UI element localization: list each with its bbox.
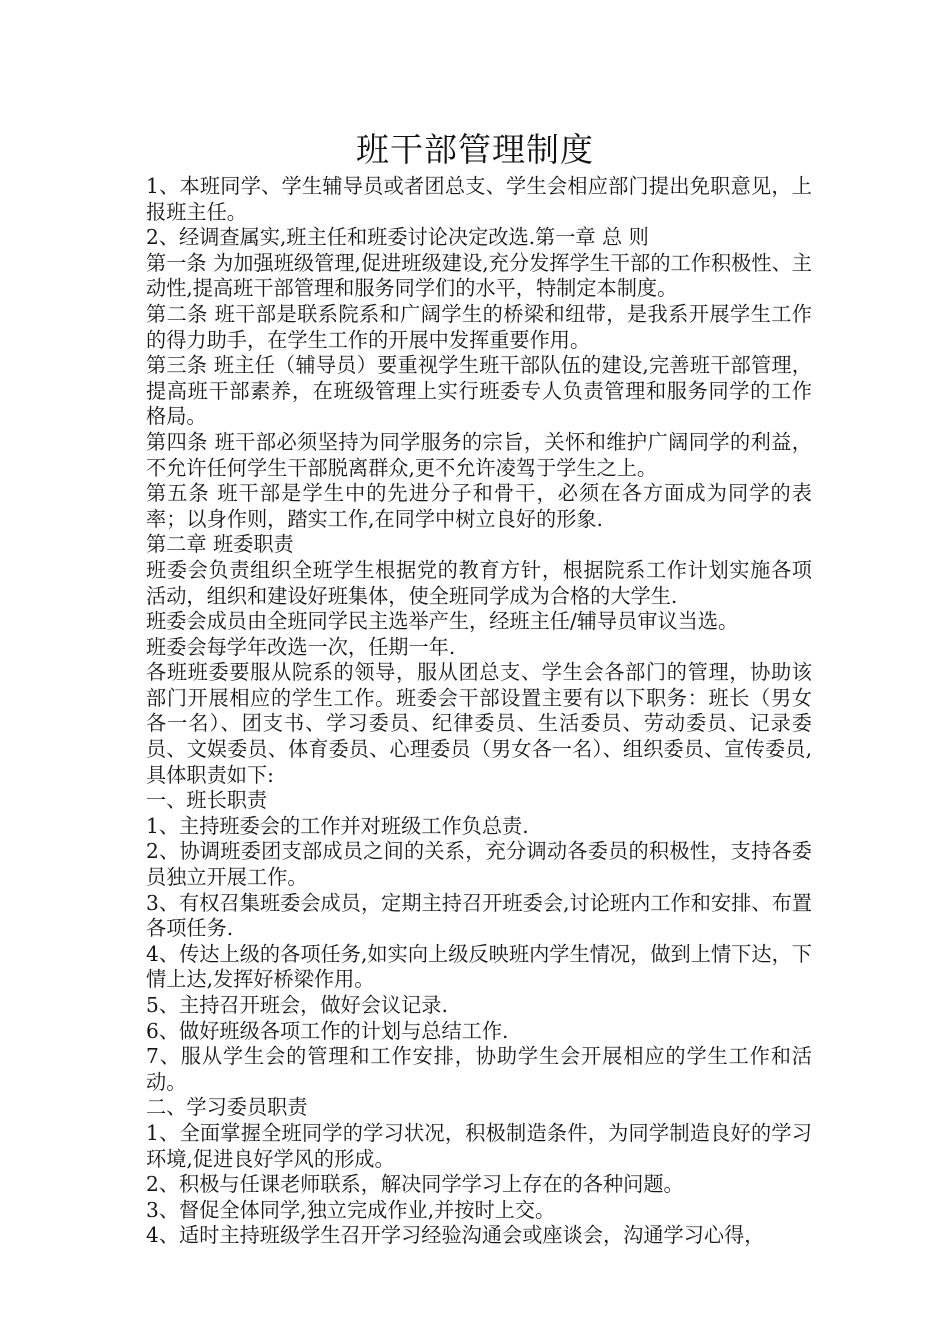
list-item: 5、主持召开班会，做好会议记录. — [146, 993, 448, 1017]
list-item: 3、有权召集班委会成员，定期主持召开班委会,讨论班内工作和安排、布置各项任务. — [146, 890, 812, 941]
paragraph: 第四条 班干部必须坚持为同学服务的宗旨，关怀和维护广阔同学的利益，不允许任何学生干部脱离群众,更不允许凌驾于学生之上。 — [146, 429, 812, 480]
list-item: 6、做好班级各项工作的计划与总结工作. — [146, 1018, 509, 1043]
paragraph: 班委会每学年改选一次，任期一年. — [146, 634, 456, 659]
document-title: 班干部管理制度 — [356, 130, 594, 169]
list-item: 3、督促全体同学,独立完成作业,并按时上交。 — [146, 1197, 556, 1222]
paragraph: 第五条 班干部是学生中的先进分子和骨干，必须在各方面成为同学的表率；以身作则，踏实工作,在同学中树立良好的形象. — [146, 481, 812, 531]
section-heading: 第二章 班委职责 — [146, 532, 294, 557]
paragraph: 班委会成员由全班同学民主选举产生，经班主任/辅导员审议当选。 — [146, 609, 739, 634]
paragraph: 第一条 为加强班级管理,促进班级建设,充分发挥学生干部的工作积极性、主动性,提高班干部管理和服务同学们的水平，特制定本制度。 — [146, 250, 812, 301]
section-heading: 一、班长职责 — [146, 788, 268, 813]
list-item: 1、主持班委会的工作并对班级工作负总责. — [146, 813, 529, 838]
paragraph: 第二条 班干部是联系院系和广阔学生的桥梁和纽带，是我系开展学生工作的得力助手，在学生工作的开展中发挥重要作用。 — [146, 301, 812, 352]
list-item: 2、积极与任课老师联系，解决同学学习上存在的各种问题。 — [146, 1172, 684, 1197]
paragraph: 第三条 班主任（辅导员）要重视学生班干部队伍的建设,完善班干部管理，提高班干部素养，在班级管理上实行班委专人负责管理和服务同学的工作格局。 — [146, 353, 812, 429]
section-heading: 二、学习委员职责 — [146, 1095, 308, 1120]
paragraph: 各班班委要服从院系的领导，服从团总支、学生会各部门的管理，协助该部门开展相应的学生工作。班委会干部设置主要有以下职务：班长（男女各一名）、团支书、学习委员、纪律委员、生活委员、劳动委员、记录委员、文娱委员、体育委员、心理委员（男女各一名）、组织委员、宣传委员,具体职责如下: — [146, 660, 812, 787]
list-item: 2、协调班委团支部成员之间的关系，充分调动各委员的积极性，支持各委员独立开展工作。 — [146, 839, 812, 890]
list-item: 1、全面掌握全班同学的学习状况，积极制造条件，为同学制造良好的学习环境,促进良好学风的形成。 — [146, 1120, 812, 1171]
document-body — [146, 174, 812, 1249]
list-item: 7、服从学生会的管理和工作安排，协助学生会开展相应的学生工作和活动。 — [146, 1044, 812, 1094]
list-item: 4、适时主持班级学生召开学习经验沟通会或座谈会，沟通学习心得， — [146, 1223, 765, 1248]
list-item: 4、传达上级的各项任务,如实向上级反映班内学生情况，做到上情下达，下情上达,发挥好桥梁作用。 — [146, 941, 812, 992]
paragraph: 班委会负责组织全班学生根据党的教育方针，根据院系工作计划实施各项活动，组织和建设好班集体，使全班同学成为合格的大学生. — [146, 557, 812, 608]
paragraph: 1、本班同学、学生辅导员或者团总支、学生会相应部门提出免职意见，上报班主任。 — [146, 174, 812, 224]
paragraph: 2、经调查属实,班主任和班委讨论决定改选.第一章 总 则 — [146, 225, 649, 250]
